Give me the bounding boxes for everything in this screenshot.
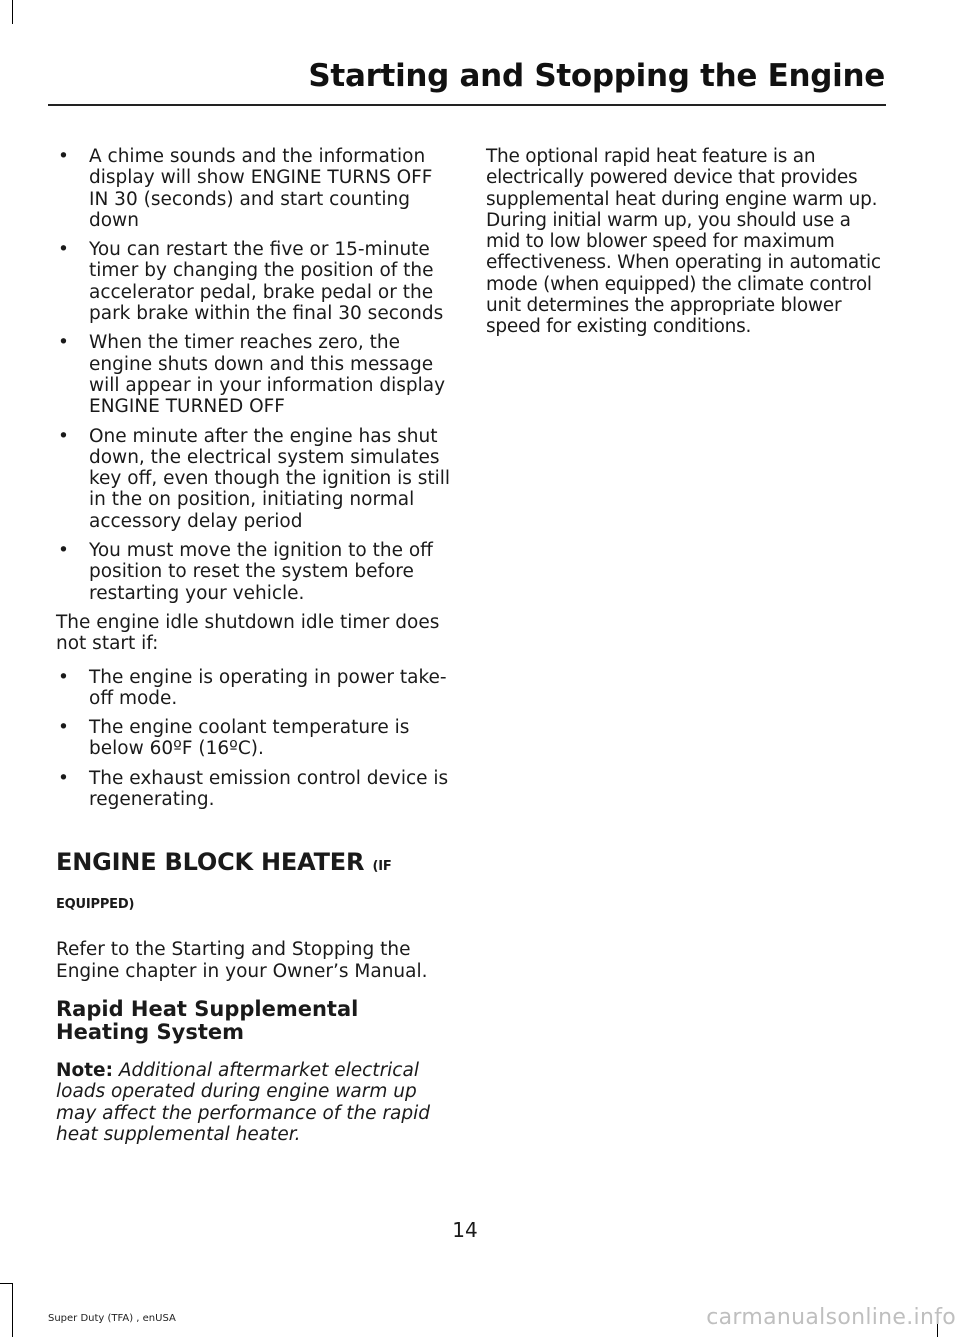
section-heading [56,848,451,919]
list-item: • You must move the ignition to the off position to reset the system before restarting your vehicle. [56,540,451,604]
watermark: carmanualsonline.info [706,1305,956,1330]
note-label: Note: [56,1059,113,1081]
list-item: • One minute after the engine has shut down, the electrical system simulates key off, even though the ignition is still in the on position, initiating normal accessory delay period [56,426,451,532]
page-number: 14 [452,1218,478,1242]
page-title: Starting and Stopping the Engine [308,58,885,94]
crop-mark-top-left [12,0,13,24]
note-text: Additional aftermarket electrical loads operated during engine warm up may affect the performance of the rapid heat supplemental heater. [56,1059,431,1145]
footer-doc-id: Super Duty (TFA) , enUSA [48,1313,176,1324]
list-item: • A chime sounds and the information display will show ENGINE TURNS OFF IN 30 (seconds) and start counting down [56,146,451,231]
crop-mark-bottom-left-h [0,1283,13,1284]
list-item: • The exhaust emission control device is regenerating. [56,768,451,811]
section-heading-suffix: (IF [372,859,392,875]
timer-bullet-list [56,146,451,604]
right-column [486,146,886,346]
section-heading-text: ENGINE BLOCK HEATER [56,848,365,877]
rapid-heat-paragraph: The optional rapid heat feature is an electrically powered device that provides supplemental heat during engine warm up. During initial warm up, you should use a mid to low blower speed for maximum effectiveness. When operating in automatic mode (when equipped) the climate control unit determines the appropriate blower speed for existing conditions. [486,146,881,338]
list-item: • The engine is operating in power take-off mode. [56,667,451,710]
header-divider [48,104,886,106]
crop-mark-bottom-left [12,1283,13,1337]
intro-paragraph: The engine idle shutdown idle timer does not start if: [56,611,440,655]
list-item: • When the timer reaches zero, the engine shuts down and this message will appear in your information display ENGINE TURNED OFF [56,332,451,417]
list-item: • The engine coolant temperature is below 60ºF (16ºC). [56,717,451,760]
note-paragraph [56,1060,451,1145]
conditions-bullet-list [56,667,451,811]
list-item: • You can restart the five or 15-minute timer by changing the position of the accelerator pedal, brake pedal or the park brake within the final 30 seconds [56,239,451,324]
section-heading-suffix-line2: EQUIPPED) [56,897,135,913]
subheading: Rapid Heat Supplemental Heating System [56,996,359,1044]
left-column [56,146,451,1153]
refer-paragraph: Refer to the Starting and Stopping the Engine chapter in your Owner’s Manual. [56,939,428,982]
